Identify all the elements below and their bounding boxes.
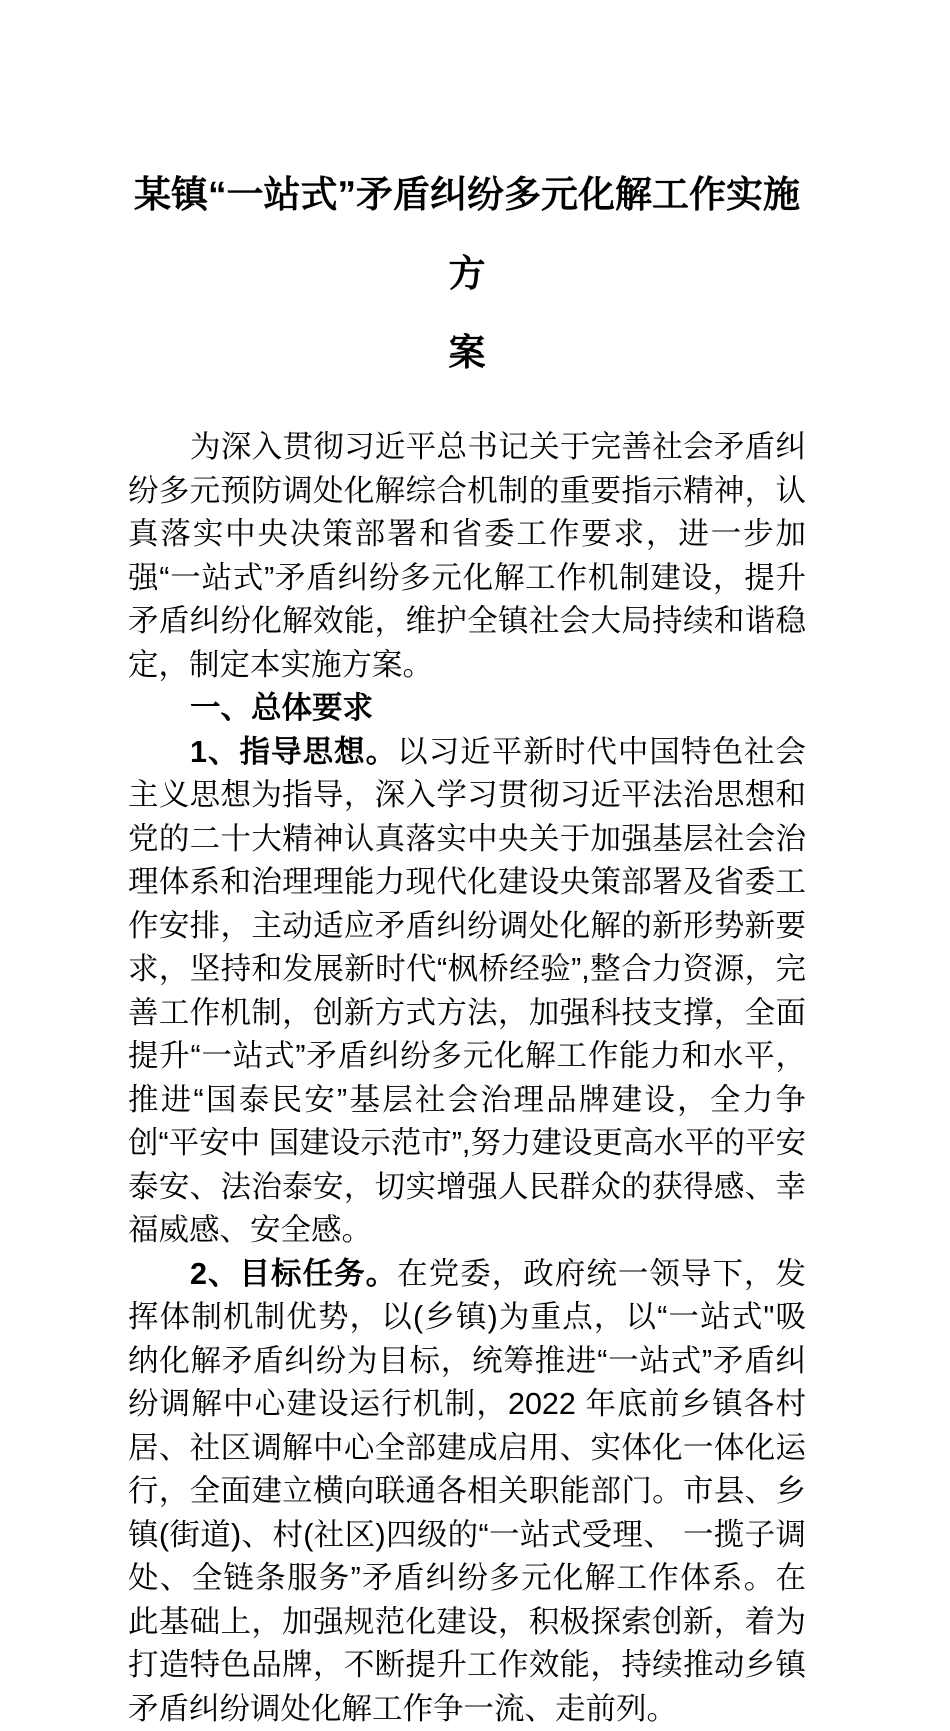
section-heading-overall-requirements bbox=[128, 687, 806, 731]
document-body bbox=[128, 0, 806, 1731]
page-title bbox=[128, 0, 806, 392]
item-label-guiding-ideology: 1、指导思想。 bbox=[190, 735, 397, 769]
item-text-objectives-tasks: 在党委，政府统一领导下，发挥体制机制优势，以(乡镇)为重点，以“一站式"吸纳化解矛盾纠纷为目标，统筹推进“一站式”矛盾纠纷调解中心建设运行机制，2022 年底前乡镇各村居、社区调解中心全部建成启用、实体化一体化运行，全面建立横向联通各相关职能部门。市县、乡镇(街道)、村(社区)四级的“一站式受理、 一揽子调处、全链条服务”矛盾纠纷多元化解工作体系。在此基础上，加强规范化建设，积极探索创新，着为打造特色品牌，不断提升工作效能，持续推动乡镇矛盾纠纷调处化解工作争一流、走前列。 bbox=[128, 1257, 806, 1726]
page-title-line-2: 案 bbox=[449, 332, 486, 373]
paragraph-preamble: 为深入贯彻习近平总书记关于完善社会矛盾纠纷多元预防调处化解综合机制的重要指示精神，认真落实中央决策部署和省委工作要求，进一步加强“一站式”矛盾纠纷多元化解工作机制建设，提升矛盾纠纷化解效能，维护全镇社会大局持续和谐稳定，制定本实施方案。 bbox=[128, 426, 806, 687]
item-text-guiding-ideology: 以习近平新时代中国特色社会主义思想为指导，深入学习贯彻习近平法治思想和党的二十大精神认真落实中央关于加强基层社会治理体系和治理理能力现代化建设央策部署及省委工作安排，主动适应矛盾纠纷调处化解的新形势新要求，坚持和发展新时代“枫桥经验”,整合力资源，完善工作机制，创新方式方法，加强科技支撑，全面提升“一站式”矛盾纠纷多元化解工作能力和水平，推进“国泰民安”基层社会治理品牌建设，全力争创“平安中 国建设示范市”,努力建设更高水平的平安泰安、法治泰安，切实增强人民群众的获得感、幸福威感、安全感。 bbox=[128, 735, 806, 1248]
item-label-objectives-tasks: 2、目标任务。 bbox=[190, 1257, 397, 1291]
page-title-line-1: 某镇“一站式”矛盾纠纷多元化解工作实施方 bbox=[134, 174, 800, 294]
paragraph-guiding-ideology bbox=[128, 731, 806, 1253]
section-heading-text: 一、总体要求 bbox=[190, 691, 373, 725]
paragraph-objectives-tasks bbox=[128, 1253, 806, 1731]
